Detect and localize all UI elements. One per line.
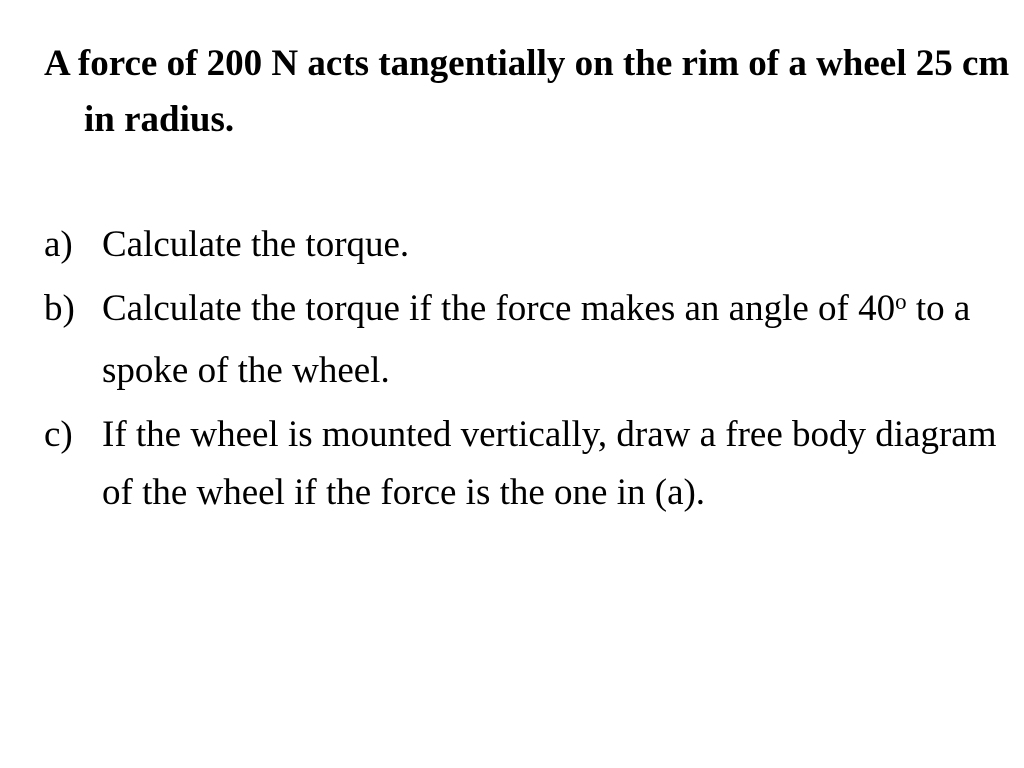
- item-text-part: to a spoke of the wheel.: [102, 288, 971, 391]
- question-item-c: [44, 406, 1004, 522]
- item-text: [102, 280, 1004, 400]
- problem-statement: A force of 200 N acts tangentially on the rim of a wheel 25 cm in radius.: [44, 43, 1010, 140]
- question-list: [44, 216, 1004, 528]
- item-text-part: Calculate the torque if the force makes an angle of 40: [102, 288, 896, 329]
- item-marker: b): [44, 288, 75, 329]
- item-text: If the wheel is mounted vertically, draw a free body diagram of the wheel if the force is the one in (a).: [102, 414, 997, 513]
- degree-superscript: o: [895, 288, 907, 314]
- item-text: Calculate the torque.: [102, 224, 410, 265]
- question-item-a: [44, 216, 1004, 274]
- item-marker: a): [44, 224, 73, 265]
- item-marker: c): [44, 414, 73, 455]
- question-item-b: [44, 280, 1004, 400]
